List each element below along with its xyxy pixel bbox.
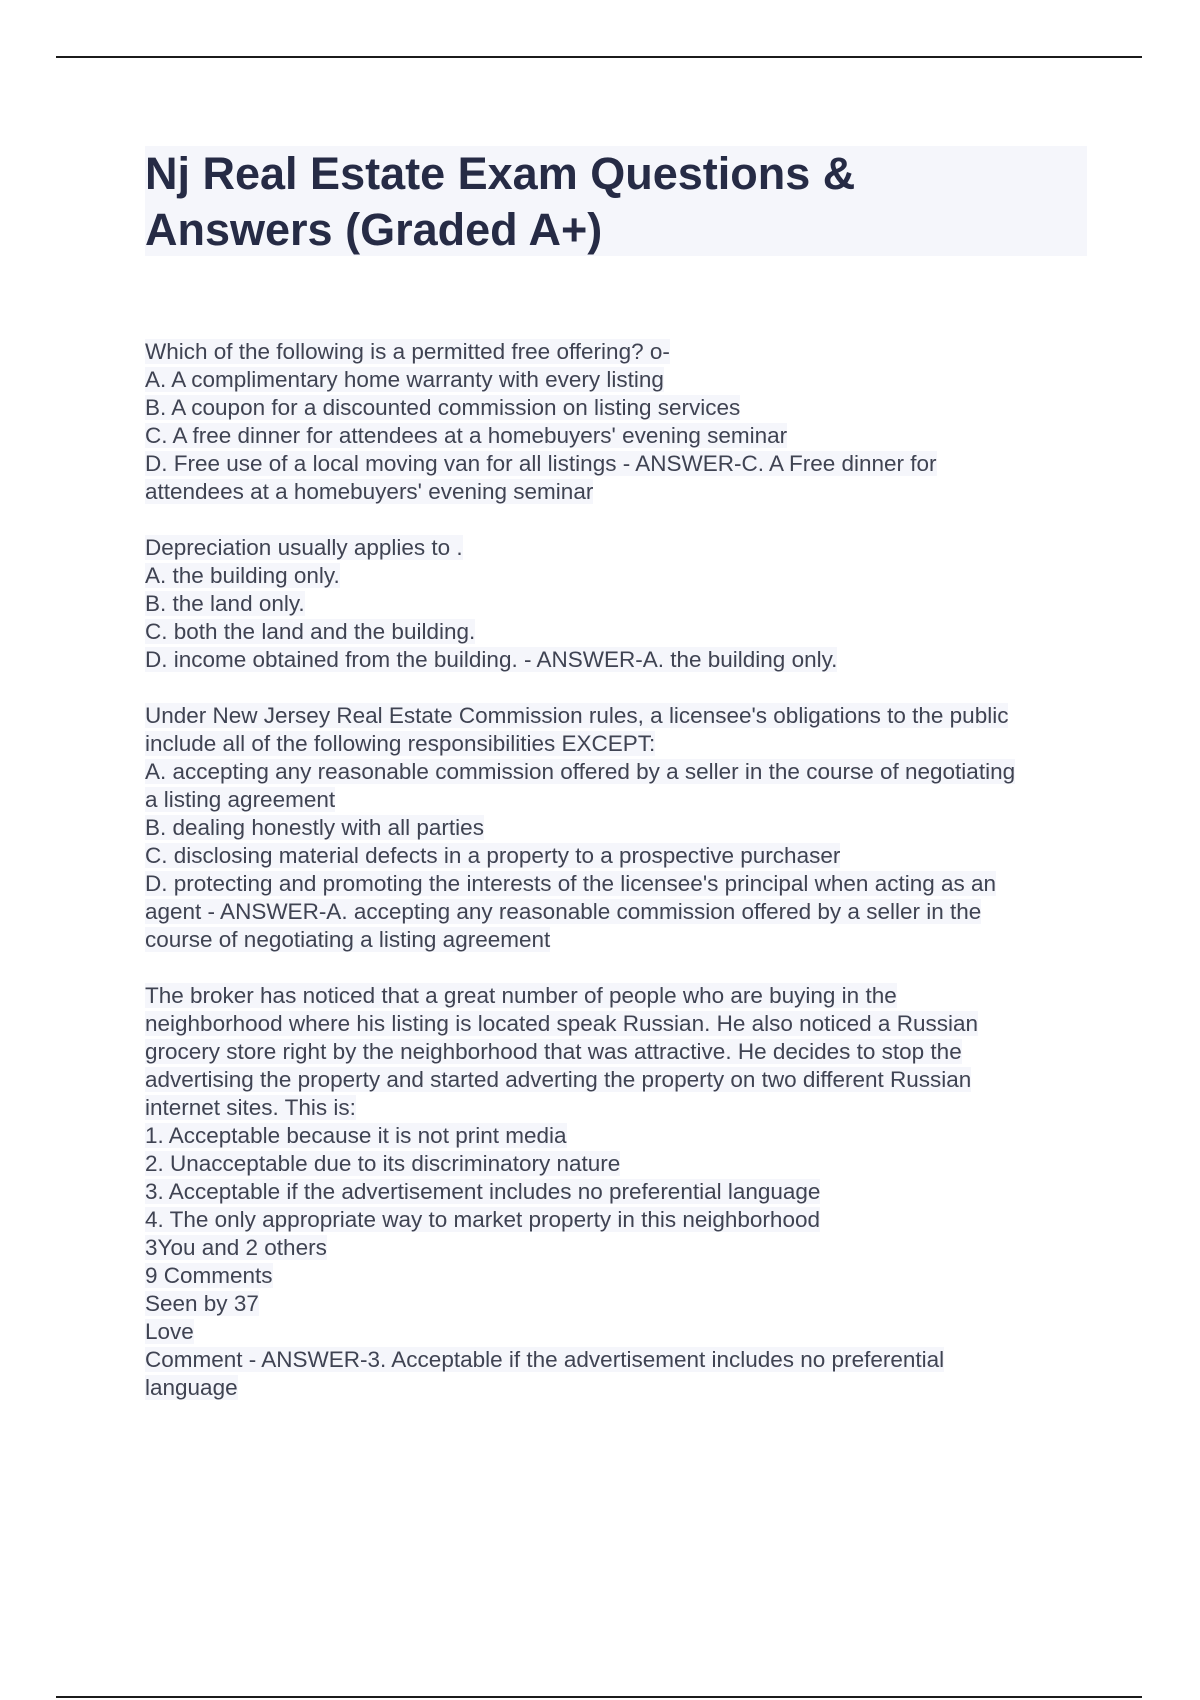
answer-line: agent - ANSWER-A. accepting any reasonable commission offered by a seller in the: [145, 899, 982, 924]
question-line: Under New Jersey Real Estate Commission rules, a licensee's obligations to the public: [145, 703, 1009, 728]
answer-line: Comment - ANSWER-3. Acceptable if the advertisement includes no preferential: [145, 1347, 945, 1372]
extra-line: Seen by 37: [145, 1291, 259, 1316]
option-line: 2. Unacceptable due to its discriminatory nature: [145, 1151, 621, 1176]
question-line: advertising the property and started adverting the property on two different Russian: [145, 1067, 972, 1092]
option-line: 3. Acceptable if the advertisement includes no preferential language: [145, 1179, 821, 1204]
option-line: 4. The only appropriate way to market property in this neighborhood: [145, 1207, 820, 1232]
document-body: [145, 338, 1095, 1402]
answer-line: attendees at a homebuyers' evening seminar: [145, 479, 594, 504]
question-line: include all of the following responsibilities EXCEPT:: [145, 731, 656, 756]
option-line: D. Free use of a local moving van for all listings - ANSWER-C. A Free dinner for: [145, 451, 937, 476]
bottom-divider: [56, 1696, 1142, 1698]
extra-line: Love: [145, 1319, 194, 1344]
option-line: A. A complimentary home warranty with every listing: [145, 367, 664, 392]
question-line: grocery store right by the neighborhood that was attractive. He decides to stop the: [145, 1039, 962, 1064]
title-block: [145, 146, 1087, 256]
title-line: Nj Real Estate Exam Questions &: [145, 148, 856, 199]
question-2: [145, 534, 1095, 674]
extra-line: 3You and 2 others: [145, 1235, 327, 1260]
question-line: neighborhood where his listing is located speak Russian. He also noticed a Russian: [145, 1011, 978, 1036]
option-line: A. accepting any reasonable commission offered by a seller in the course of negotiating: [145, 759, 1016, 784]
title-line: Answers (Graded A+): [145, 204, 603, 255]
option-line: B. the land only.: [145, 591, 305, 616]
question-4: [145, 982, 1095, 1402]
question-line: The broker has noticed that a great number of people who are buying in the: [145, 983, 897, 1008]
top-divider: [56, 56, 1142, 58]
option-line: a listing agreement: [145, 787, 336, 812]
option-line: 1. Acceptable because it is not print media: [145, 1123, 567, 1148]
answer-line: course of negotiating a listing agreement: [145, 927, 551, 952]
option-line: B. dealing honestly with all parties: [145, 815, 484, 840]
answer-line: D. income obtained from the building. - ANSWER-A. the building only.: [145, 647, 838, 672]
question-line: internet sites. This is:: [145, 1095, 356, 1120]
question-line: Depreciation usually applies to .: [145, 535, 463, 560]
question-1: [145, 338, 1095, 506]
option-line: C. disclosing material defects in a property to a prospective purchaser: [145, 843, 841, 868]
question-3: [145, 702, 1095, 954]
question-line: Which of the following is a permitted free offering? o-: [145, 339, 670, 364]
extra-line: 9 Comments: [145, 1263, 273, 1288]
option-line: D. protecting and promoting the interests of the licensee's principal when acting as an: [145, 871, 997, 896]
option-line: B. A coupon for a discounted commission on listing services: [145, 395, 741, 420]
option-line: A. the building only.: [145, 563, 340, 588]
option-line: C. both the land and the building.: [145, 619, 476, 644]
option-line: C. A free dinner for attendees at a homebuyers' evening seminar: [145, 423, 788, 448]
answer-line: language: [145, 1375, 238, 1400]
document-title: [145, 146, 1087, 258]
